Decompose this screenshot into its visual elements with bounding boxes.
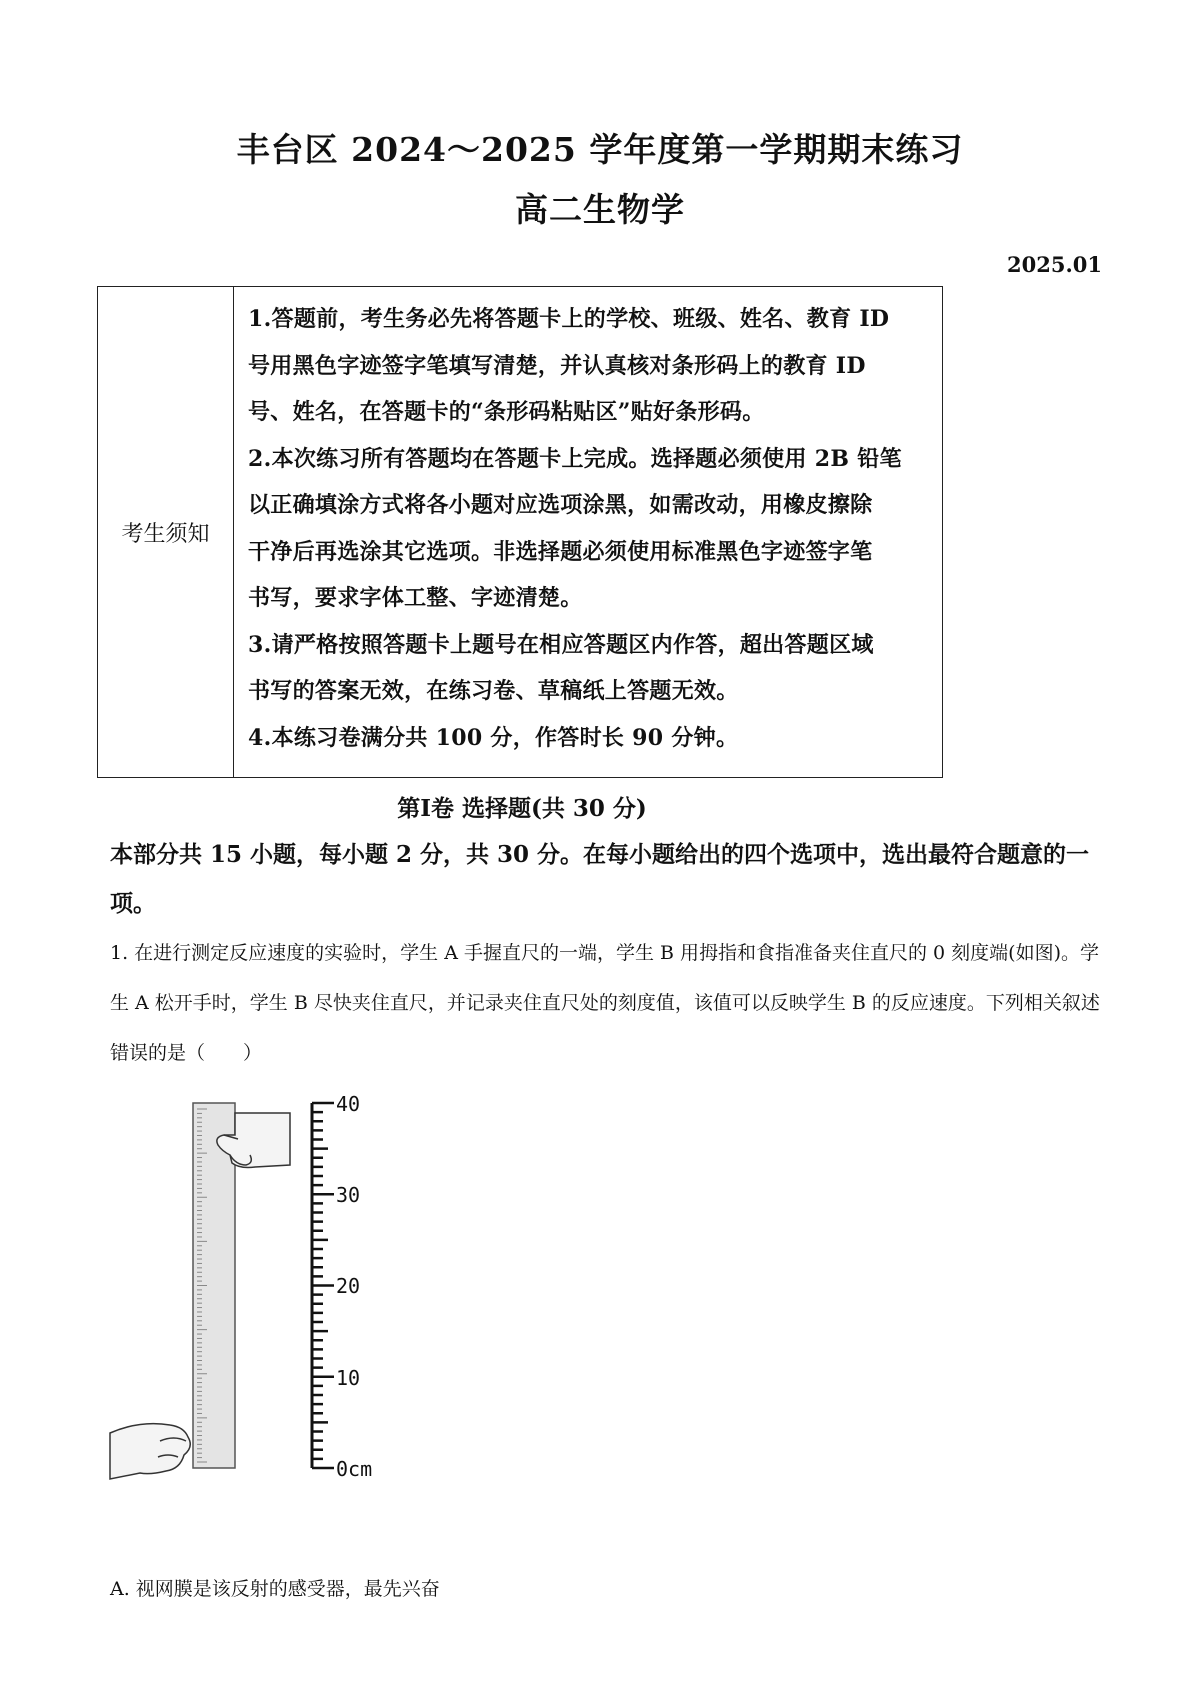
scale-label-20: 20 [336, 1274, 361, 1298]
notice-line: 1.答题前，考生务必先将答题卡上的学校、班级、姓名、教育 ID [248, 306, 890, 332]
page-subtitle: 高二生物学 [515, 190, 685, 229]
notice-line: 书写的答案无效，在练习卷、草稿纸上答题无效。 [248, 678, 739, 704]
notice-line: 书写，要求字体工整、字迹清楚。 [248, 585, 583, 611]
notice-body [234, 287, 942, 777]
scale-label-0: 0cm [336, 1457, 373, 1481]
notice-line: 以正确填涂方式将各小题对应选项涂黑，如需改动，用橡皮擦除 [248, 492, 873, 518]
notice-line: 2.本次练习所有答题均在答题卡上完成。选择题必须使用 2B 铅笔 [248, 445, 902, 472]
notice-line: 4.本练习卷满分共 100 分，作答时长 90 分钟。 [248, 724, 739, 751]
hand-b-icon [110, 1424, 190, 1479]
notice-line: 干净后再选涂其它选项。非选择题必须使用标准黑色字迹签字笔 [248, 538, 873, 565]
section-intro: 本部分共 15 小题，每小题 2 分，共 30 分。在每小题给出的四个选项中，选出最符合题意的一项。 [110, 841, 1090, 917]
scale-ticks [312, 1103, 334, 1468]
scale-label-40: 40 [336, 1092, 361, 1116]
scale-label-30: 30 [336, 1183, 361, 1207]
page-title: 丰台区 2024～2025 学年度第一学期期末练习 [236, 130, 964, 169]
option-a: A. 视网膜是该反射的感受器，最先兴奋 [110, 1578, 440, 1600]
notice-table [97, 286, 943, 778]
section-title: 第Ⅰ卷 选择题(共 30 分) [397, 795, 647, 822]
notice-line: 号用黑色字迹签字笔填写清楚，并认真核对条形码上的教育 ID [248, 352, 866, 379]
notice-line: 3.请严格按照答题卡上题号在相应答题区内作答，超出答题区域 [248, 631, 874, 658]
notice-line: 号、姓名，在答题卡的“条形码粘贴区”贴好条形码。 [248, 399, 765, 425]
notice-label: 考生须知 [98, 287, 234, 777]
ruler-figure [100, 1085, 420, 1485]
question-1-text: 1. 在进行测定反应速度的实验时，学生 A 手握直尺的一端，学生 B 用拇指和食指准备夹住直尺的 0 刻度端(如图)。学生 A 松开手时，学生 B 尽快夹住直尺，并记录夹住直尺处的刻度值，该值可以反映学生 B 的反应速度。下列相关叙述错误的是（ ） [110, 942, 1100, 1064]
exam-date: 2025.01 [1007, 252, 1102, 277]
scale-label-10: 10 [336, 1366, 361, 1390]
